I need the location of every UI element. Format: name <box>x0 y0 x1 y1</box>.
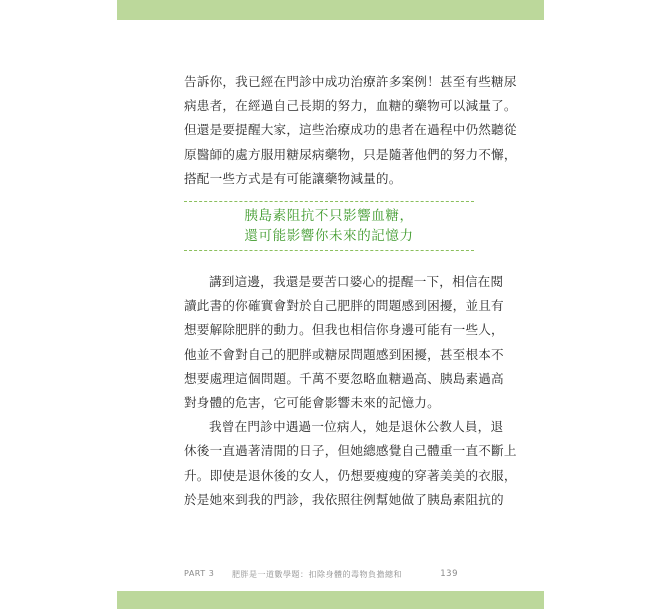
section-heading-line-2: 還可能影響你未來的記憶力 <box>244 228 414 244</box>
paragraph <box>184 70 517 191</box>
text-line: 講到這邊，我還是要苦口婆心的提醒一下，相信在閱 <box>209 274 504 289</box>
text-line: 他並不會對自己的肥胖或糖尿問題感到困擾，甚至根本不 <box>184 346 504 362</box>
text-line: 想要處理這個問題。千萬不要忽略血糖過高、胰島素過高 <box>184 370 504 386</box>
text-line: 我曾在門診中遇過一位病人，她是退休公教人員，退 <box>209 419 504 435</box>
bottom-decorative-band <box>117 591 544 609</box>
text-line: 告訴你，我已經在門診中成功治療許多案例！甚至有些糖尿 <box>184 74 517 89</box>
text-line: 搭配一些方式是有可能讓藥物減量的。 <box>184 170 402 186</box>
page-number: 139 <box>440 569 458 579</box>
footer-chapter-title: 肥胖是一道數學題：扣除身體的毒物負擔總和 <box>232 570 402 579</box>
footer-part-label: PART 3 <box>184 569 215 578</box>
top-decorative-band <box>117 0 544 20</box>
text-line: 但還是要提醒大家，這些治療成功的患者在過程中仍然聽從 <box>184 122 517 138</box>
section-heading-box <box>184 201 474 251</box>
text-line: 休後一直過著清閒的日子，但她總感覺自己體重一直不斷上 <box>184 443 517 459</box>
body-text-block-1 <box>184 70 517 191</box>
text-line: 於是她來到我的門診，我依照往例幫她做了胰島素阻抗的 <box>184 491 504 507</box>
paragraph <box>184 415 517 512</box>
text-line: 對身體的危害，它可能會影響未來的記憶力。 <box>184 395 440 411</box>
text-line: 原醫師的處方服用糖尿病藥物，只是隨著他們的努力不懈， <box>184 146 517 162</box>
paragraph <box>184 270 504 415</box>
section-heading-line-1: 胰島素阻抗不只影響血糖， <box>244 208 414 224</box>
body-text-block-2 <box>184 270 517 512</box>
text-line: 病患者，在經過自己長期的努力，血糖的藥物可以減量了。 <box>184 98 517 114</box>
text-line: 讀此書的你確實會對於自己肥胖的問題感到困擾，並且有 <box>184 298 504 314</box>
text-line: 想要解除肥胖的動力。但我也相信你身邊可能有一些人， <box>184 322 504 338</box>
text-line: 升。即使是退休後的女人，仍想要瘦瘦的穿著美美的衣服， <box>184 467 517 483</box>
